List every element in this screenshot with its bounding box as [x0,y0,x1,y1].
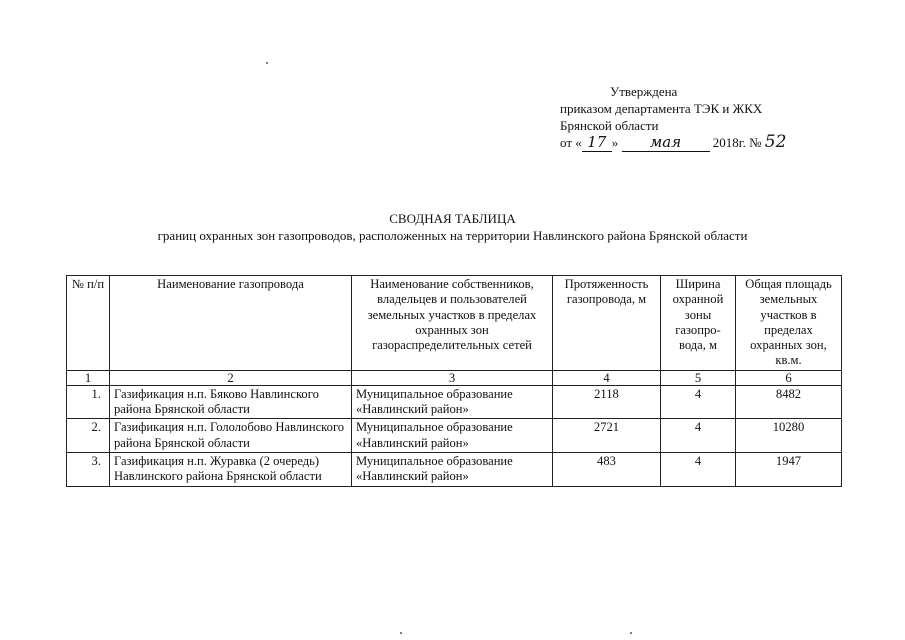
handwritten-day: 17 [582,134,612,152]
area-cell: 1947 [736,452,842,486]
row-number: 2. [67,419,110,453]
owner-cell: Муниципальное образование «Навлинский район» [352,385,553,419]
approval-line-3: Брянской области [560,118,659,133]
column-index: 6 [736,370,842,385]
pipeline-name-cell: Газификация н.п. Бяково Навлинского района Брянской области [110,385,352,419]
column-index: 2 [110,370,352,385]
length-cell: 2721 [553,419,661,453]
row-number: 1. [67,385,110,419]
column-index: 5 [661,370,736,385]
owner-cell: Муниципальное образование «Навлинский район» [352,452,553,486]
document-subtitle: границ охранных зон газопроводов, расположенных на территории Навлинского района Брянской области [157,228,748,243]
area-cell: 8482 [736,385,842,419]
table-row [67,419,842,453]
approval-date-line [560,134,786,152]
table-row [67,452,842,486]
scan-speck [630,632,632,634]
column-index-row [67,370,842,385]
column-index: 1 [67,370,110,385]
scan-speck [400,632,402,634]
header-total-area: Общая площадь земельных участков в пределах охранных зон, кв.м. [736,276,842,371]
handwritten-order-number: 52 [764,132,787,152]
scan-speck [266,62,268,64]
column-index: 4 [553,370,661,385]
handwritten-month: мая [622,134,710,152]
zone-width-cell: 4 [661,452,736,486]
length-cell: 483 [553,452,661,486]
header-owners: Наименование собственников, владельцев и пользователей земельных участков в пределах охранных зон газораспределительных сетей [352,276,553,371]
length-cell: 2118 [553,385,661,419]
pipeline-name-cell: Газификация н.п. Гололобово Навлинского района Брянской области [110,419,352,453]
date-prefix: от « [560,135,582,150]
header-zone-width: Ширина охранной зоны газопро-вода, м [661,276,736,371]
pipeline-name-cell: Газификация н.п. Журавка (2 очередь) Навлинского района Брянской области [110,452,352,486]
zone-width-cell: 4 [661,419,736,453]
approval-line-1: Утверждена [610,84,678,99]
table-header-row [67,276,842,371]
approval-line-2: приказом департамента ТЭК и ЖКХ [560,101,763,116]
header-length: Протяженность газопровода, м [553,276,661,371]
document-title: СВОДНАЯ ТАБЛИЦА [389,211,516,226]
row-number: 3. [67,452,110,486]
year-and-number-label: 2018г. № [712,135,762,150]
area-cell: 10280 [736,419,842,453]
table-row [67,385,842,419]
column-index: 3 [352,370,553,385]
owner-cell: Муниципальное образование «Навлинский район» [352,419,553,453]
date-mid: » [611,135,619,150]
header-pipeline-name: Наименование газопровода [110,276,352,371]
summary-table [66,275,842,487]
zone-width-cell: 4 [661,385,736,419]
header-number: № п/п [67,276,110,371]
approval-stamp [560,83,786,152]
